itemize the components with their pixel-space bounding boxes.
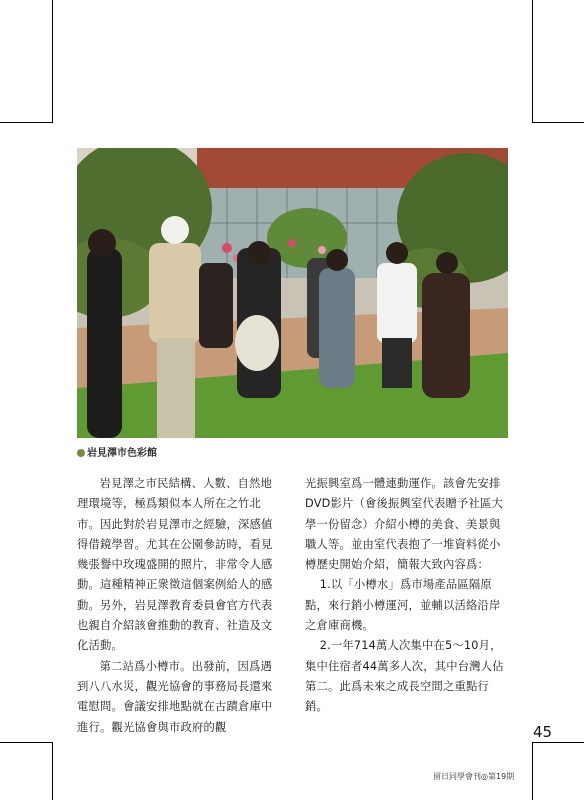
crop-mark [52, 742, 53, 800]
bullet-icon [77, 449, 85, 457]
list-item: 2.一年714萬人次集中在5～10月，集中住宿者44萬多人次，其中台灣人佔第二。此爲未來之成長空間之重點行銷。 [305, 639, 504, 714]
crop-mark [0, 742, 52, 743]
left-column [77, 474, 282, 738]
page-number: 45 [533, 723, 553, 741]
crop-mark [532, 0, 533, 123]
paragraph: 第二站爲小樽市。出發前，因爲遇到八八水災，觀光協會的事務局長還來電慰問。會議安排地點就在古蹟倉庫中進行。觀光協會與市政府的觀 [77, 659, 273, 734]
right-column [305, 474, 510, 718]
crop-mark [0, 122, 52, 123]
list-item: 1.以「小樽水」爲市場產品區隔原點，來行銷小樽運河，並輔以活絡沿岸之倉庫商機。 [305, 578, 501, 633]
crop-mark [532, 742, 533, 800]
paragraph: 光振興室爲一體連動運作。該會先安排DVD影片（會後振興室代表贈予社區大學一份留念）介紹小樽的美食、美景與職人等。並由室代表抱了一堆資料從小樽歷史開始介紹，簡報大致內容爲： [305, 477, 503, 572]
running-footer: 留日同學會刊◎第19期 [433, 772, 515, 781]
paragraph: 岩見澤之市民結構、人數、自然地理環境等，極爲類似本人所在之竹北市。因此對於岩見澤市之經驗，深感値得借鏡學習。尤其在公園參訪時，看見幾張譽中玫瑰盛開的照片，非常令人感動。這種精神正衆徵這個案例給人的感動。另外，岩見澤教育委員會官方代表也親自介紹該會推動的教育、社造及文化活動。 [77, 477, 273, 653]
crop-mark [533, 122, 584, 123]
crop-mark [52, 0, 53, 123]
photo-caption [77, 444, 157, 459]
photo-garden-group [77, 148, 508, 438]
crop-mark [533, 742, 584, 743]
caption-text: 岩見澤市色彩館 [87, 448, 157, 459]
